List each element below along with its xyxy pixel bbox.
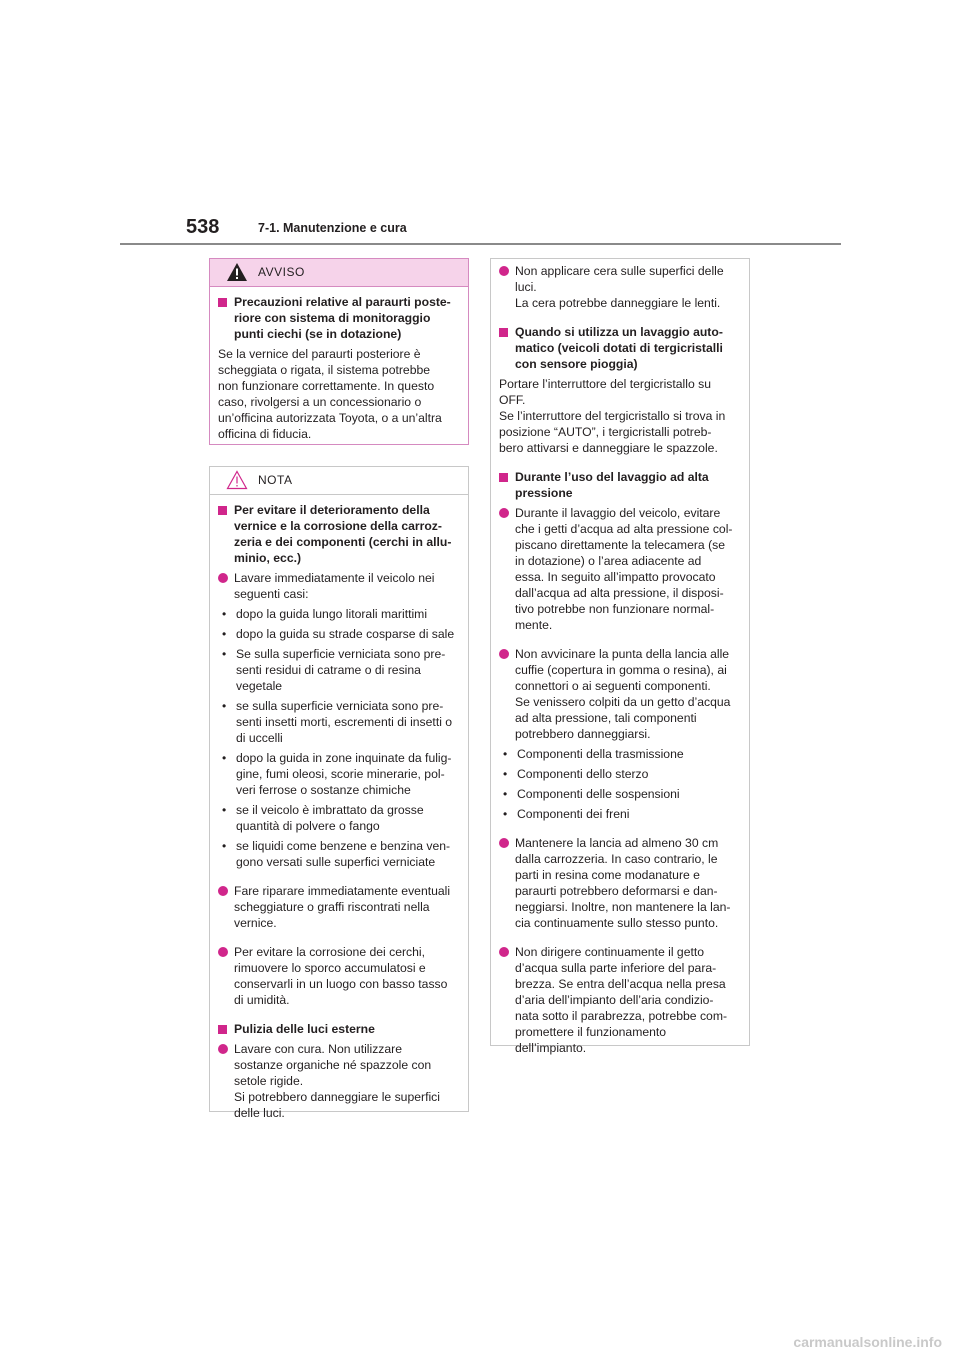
section-title: 7-1. Manutenzione e cura [258,221,407,235]
dot-bullet-icon [222,802,230,818]
caution-triangle-outline-icon [226,470,248,490]
square-bullet-icon [218,1025,227,1034]
right-bullet-item: • Componenti dei freni [499,806,741,822]
nota-bullet-item: • se il veicolo è imbrattato da grosse quantità di polvere o fango [218,802,460,834]
nota-bullet-item: • Se sulla superficie verniciata sono pre- senti residui di catrame o di resina vegetale [218,646,460,694]
right-bullet-item: • Componenti delle sospensioni [499,786,741,802]
circle-bullet-icon [499,508,509,518]
nota-bullet-item: • dopo la guida su strade cosparse di sale [218,626,460,642]
square-bullet-icon [218,298,227,307]
avviso-header [210,259,468,287]
dot-bullet-icon [503,746,511,762]
circle-bullet-icon [499,649,509,659]
circle-bullet-icon [218,947,228,957]
dot-bullet-icon [222,698,230,714]
square-bullet-icon [218,506,227,515]
nota-heading-2: Pulizia delle luci esterne [218,1021,460,1037]
right-heading-1: Quando si utilizza un lavaggio auto- matico (veicoli dotati di tergicristalli con sensore pioggia) [499,324,741,372]
header-rule [120,243,841,245]
nota-circle-item-3: Per evitare la corrosione dei cerchi, rimuovere lo sporco accumulatosi e conservarli in un luogo con basso tasso di umidità. [218,944,460,1008]
circle-bullet-icon [218,573,228,583]
circle-bullet-icon [218,1044,228,1054]
circle-bullet-icon [499,266,509,276]
dot-bullet-icon [503,786,511,802]
page-number: 538 [186,216,220,238]
nota-box [209,466,469,1120]
right-heading-2: Durante l’uso del lavaggio ad alta pressione [499,469,741,501]
avviso-title: AVVISO [258,265,305,279]
circle-bullet-icon [499,947,509,957]
right-paragraph-1: Portare l’interruttore del tergicristallo su OFF. Se l’interruttore del tergicristallo si trova in posizione “AUTO”, i tergicristalli potreb- bero attivarsi e danneggiare le spazzole. [499,377,726,455]
nota-header [210,467,468,495]
dot-bullet-icon [222,626,230,642]
right-circle-item-4: Mantenere la lancia ad almeno 30 cm dalla carrozzeria. In caso contrario, le parti in resina come modanature e paraurti potrebbero deformarsi e dan- neggiarsi. Inoltre, non mantenere la lan- cia continuamente sullo stesso punto. [499,835,741,931]
nota-heading-1: Per evitare il deterioramento della vernice e la corrosione della carroz- zeria e dei componenti (cerchi in allu- minio, ecc.) [218,502,460,566]
nota-title: NOTA [258,473,293,487]
nota-continued-box [490,258,750,1055]
footer-watermark: carmanualsonline.info [793,1334,942,1350]
avviso-text: Se la vernice del paraurti posteriore è scheggiata o rigata, il sistema potrebbe non funzionare correttamente. In questo caso, rivolgersi a un concessionario o un’officina autorizzata Toyota, o a un’altra officina di fiducia. [218,347,442,441]
nota-bullet-item: • se sulla superficie verniciata sono pre- senti insetti morti, escrementi di insetti o di uccelli [218,698,460,746]
circle-bullet-icon [218,886,228,896]
nota-bullet-item: • dopo la guida lungo litorali marittimi [218,606,460,622]
dot-bullet-icon [503,806,511,822]
circle-bullet-icon [499,838,509,848]
right-circle-item-5: Non dirigere continuamente il getto d’acqua sulla parte inferiore del para- brezza. Se entra dell’acqua nella presa d’aria dell’impianto dell’aria condizio- nata sotto il parabrezza, potrebbe com- promettere il funzionamento dell’impianto. [499,944,741,1056]
avviso-heading: Precauzioni relative al paraurti poste- riore con sistema di monitoraggio punti ciechi (se in dotazione) [218,294,460,342]
dot-bullet-icon [222,646,230,662]
nota-bullet-item: • se liquidi come benzene e benzina ven- gono versati sulle superfici verniciate [218,838,460,870]
right-bullet-item: • Componenti della trasmissione [499,746,741,762]
square-bullet-icon [499,328,508,337]
dot-bullet-icon [222,838,230,854]
right-bullet-item: • Componenti dello sterzo [499,766,741,782]
nota-circle-item-4: Lavare con cura. Non utilizzare sostanze organiche né spazzole con setole rigide. Si potrebbero danneggiare le superfici delle luci. [218,1041,460,1121]
right-circle-item-3: Non avvicinare la punta della lancia alle cuffie (copertura in gomma o resina), ai connettori o ai seguenti componenti. Se venissero colpiti da un getto d’acqua ad alta pressione, tali componenti potrebbero danneggiarsi. [499,646,741,742]
right-circle-item-1: Non applicare cera sulle superfici delle luci. La cera potrebbe danneggiare le lenti. [499,263,741,311]
dot-bullet-icon [222,750,230,766]
avviso-box [209,258,469,445]
square-bullet-icon [499,473,508,482]
right-circle-item-2: Durante il lavaggio del veicolo, evitare che i getti d’acqua ad alta pressione col- piscano direttamente la telecamera (se in dotazione) o l’area adiacente ad essa. In seguito all’impatto provocato dall’acqua ad alta pressione, il disposi- tivo potrebbe non funzionare normal- mente. [499,505,741,633]
dot-bullet-icon [503,766,511,782]
nota-bullet-item: • dopo la guida in zone inquinate da fulig- gine, fumi oleosi, scorie minerarie, pol- veri ferrose o sostanze chimiche [218,750,460,798]
nota-circle-item-2: Fare riparare immediatamente eventuali scheggiature o graffi riscontrati nella vernice. [218,883,460,931]
dot-bullet-icon [222,606,230,622]
warning-triangle-icon [226,262,248,282]
nota-circle-item-1: Lavare immediatamente il veicolo nei seguenti casi: [218,570,460,602]
